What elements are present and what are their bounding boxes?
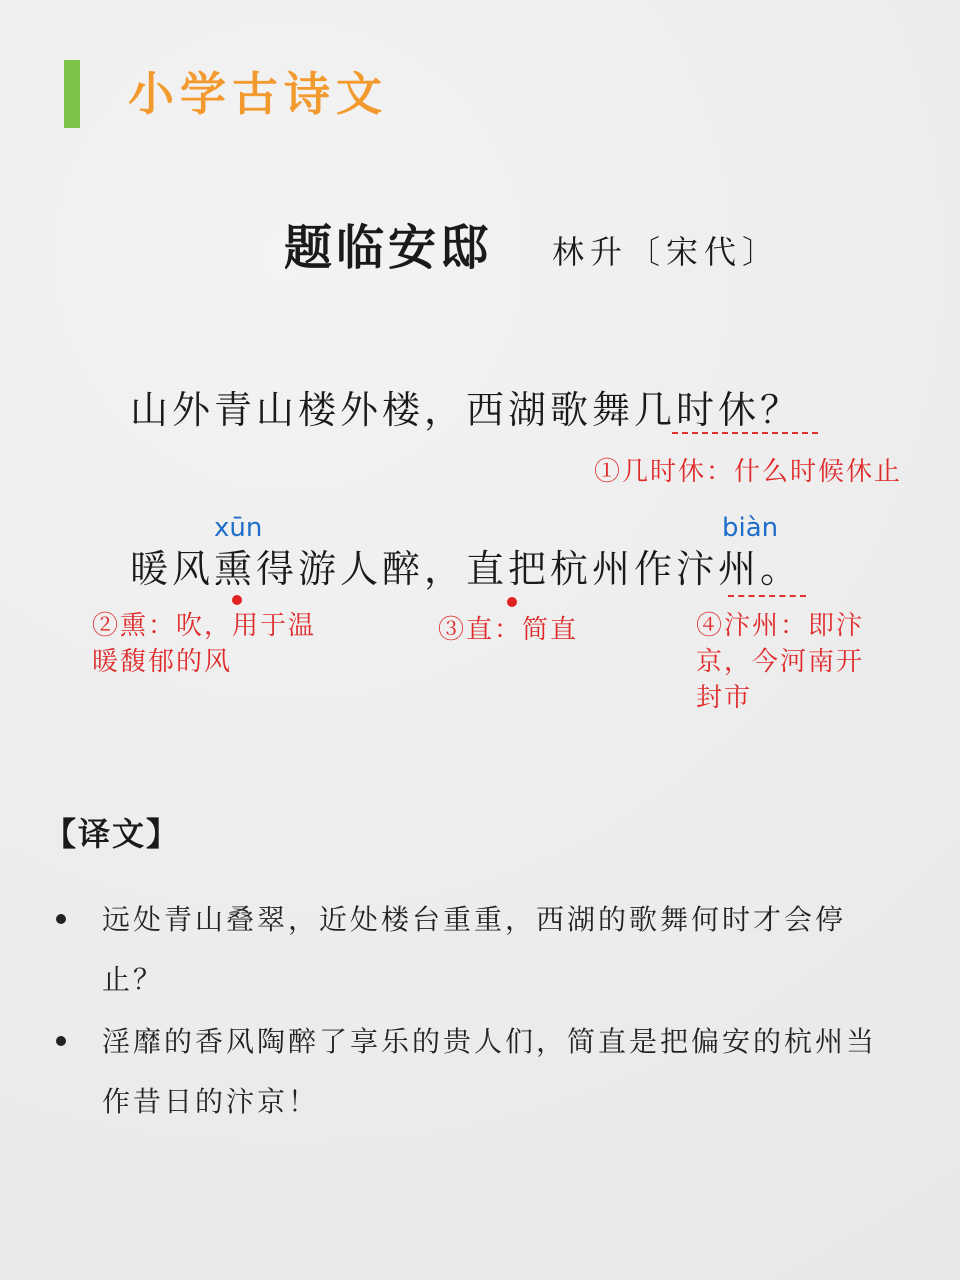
translation-item-1: 远处青山叠翠，近处楼台重重，西湖的歌舞何时才会停止？: [102, 903, 847, 996]
poem-author: 林升〔宋代〕: [552, 233, 781, 271]
bullet-icon: [56, 1036, 66, 1046]
annotation-note-2: ②熏：吹，用于温暖馥郁的风: [92, 611, 317, 677]
translation-item-2: 淫靡的香风陶醉了享乐的贵人们，简直是把偏安的杭州当作昔日的汴京！: [102, 1025, 878, 1118]
annotation-underline-bianzhou: [728, 595, 806, 597]
annotation-note-1: ①几时休：什么时候休止: [594, 457, 903, 487]
annotation-underline-1: [672, 432, 818, 434]
annotation-note-3: ③直：简直: [438, 615, 579, 645]
annotation-dot-xun: [232, 595, 242, 605]
header-accent-bar: [64, 60, 80, 128]
poem-title: 题临安邸: [284, 220, 493, 276]
poem-line-1: 山外青山楼外楼，西湖歌舞几时休？: [130, 388, 803, 432]
translation-heading: 【译文】: [44, 815, 181, 853]
page-header-title: 小学古诗文: [128, 67, 388, 121]
annotation-dot-zhi: [507, 597, 517, 607]
bullet-icon: [56, 914, 66, 924]
poem-line-2: 暖风熏得游人醉，直把杭州作汴州。: [130, 547, 803, 591]
pinyin-bian: biàn: [722, 513, 779, 543]
pinyin-xun: xūn: [214, 513, 263, 543]
annotation-note-4: ④汴州：即汴京，今河南开封市: [696, 611, 865, 713]
